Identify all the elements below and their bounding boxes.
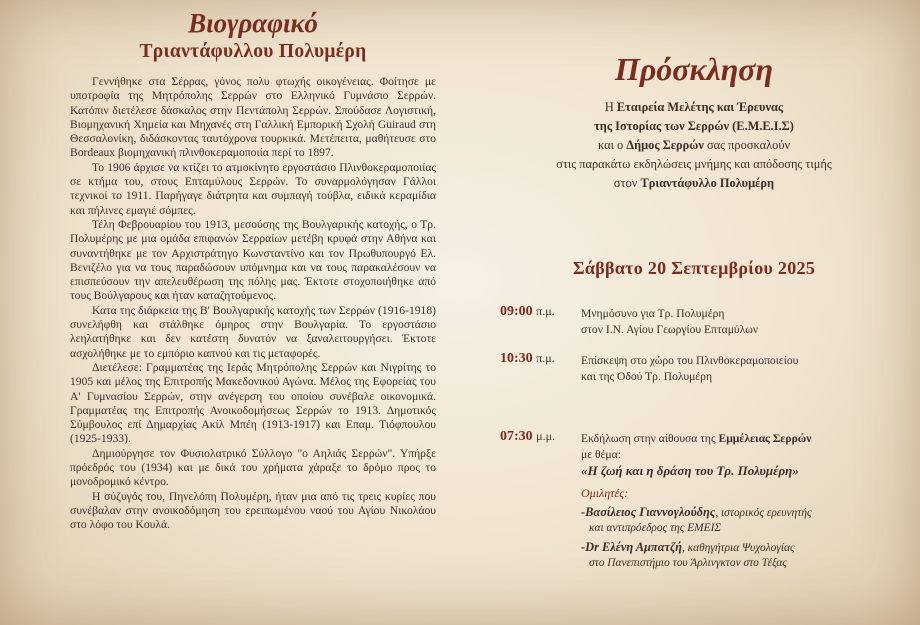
speaker-name: -Βασίλειος Γιαννογλούδης [581,505,716,519]
intro-text: σας προσκαλούν [703,138,791,152]
speaker-role: και αντιπρόεδρος της ΕΜΕΙΣ [589,522,722,534]
honoree-name: Τριαντάφυλλο Πολυμέρη [640,176,775,190]
speaker-entry [581,505,901,536]
invitation-intro [494,98,894,193]
event-description: Εκδήλωση στην αίθουσα της [581,432,719,445]
event-time: 10:30 [500,351,533,366]
municipality-name: Δήμος Σερρών [626,138,704,152]
invitation-title: Πρόσκληση [614,51,774,87]
biography-subtitle: Τριαντάφυλλου Πολυμέρη [139,41,367,62]
bio-paragraph: Τέλη Φεβρουαρίου του 1913, μεσούσης της Βουλγαρικής κατοχής, ο Τρ. Πολυμέρης με μια ομάδα επιφανών Σερραίων μετέβη κρυφά στην Αθήνα και συναντήθηκε με τον Αρχιστράτηγο Κωνσταντίνο και τον Πρωθυπουργό Ελ. Βενιζέλο για να τους παραδώσουν υπόμνημα και να τους παρακαλέσουν να επισπεύσουν την απελευθέρωση της πόλης μας. Έκτοτε στοχοποιήθηκε από τους Βούλγαρους και ήταν καταζητούμενος. [70,217,436,303]
event-time: 07:30 [500,429,533,444]
intro-text: και ο [597,138,627,152]
intro-text: στις παρακάτω εκδηλώσεις μνήμης και απόδοσης τιμής [556,157,832,171]
speakers-heading: Ομιλητές: [581,486,629,500]
bio-paragraph: Η σύζυγός του, Πηνελόπη Πολυμέρη, ήταν μια από τις τρεις κυρίες που συνέβαλαν στην ανοικοδόμηση του ερειπωμένου ναού του Αγίου Νικολάου στο λόφο του Κουλά. [70,489,436,532]
bio-paragraph: Δημιούργησε τον Φυσιολατρικό Σύλλογο "ο Αηλιάς Σερρών". Υπήρξε πρόεδρός του (1934) και με δικά του χρήματα χάραξε το δρόμο προς το μονοδρομικό κέντρο. [70,446,436,489]
event-time-suffix: μ.μ. [536,429,556,443]
event-description: Επίσκεψη στο χώρο του Πλινθοκεραμοποιείου [581,354,799,367]
event-time: 09:00 [500,304,533,319]
organizer-name-cont: της Ιστορίας των Σερρών (Ε.Μ.Ε.Ι.Σ) [594,119,794,133]
bio-paragraph: Διετέλεσε: Γραμματέας της Ιεράς Μητρόπολης Σερρών και Νιγρίτης το 1905 και μέλος της Επιτροπής Μακεδονικού Αγώνα. Μέλος της Εφορείας του Α' Γυμνασίου Σερρών, στην ανέγερση του οποίου συνέβαλε οικονομικά. Γραμματέας της Επιτροπής Ανοικοδομήσεως Σερρών το 1913. Δημοτικός Σύμβουλος επί Δημαρχίας Ακίλ Μπέη (1913-1917) και Επαμ. Τιόφπουλου (1925-1933). [70,360,436,446]
biography-text [70,75,436,533]
invitation-column [494,50,894,569]
speaker-role: στο Πανεπιστήμιο του Άρλινγκτον στο Τέξας [589,557,787,569]
biography-title: Βιογραφικό [188,8,318,38]
biography-column [70,8,436,533]
bio-paragraph: Το 1906 άρχισε να κτίζει το ατμοκίνητο εργοστάσιο Πλινθοκεραμοποιίας σε κτήμα του, στους Επταμύλους Σερρών. Το συναρμολόγησαν Γάλλοι τεχνικοί το 1911. Παρήγαγε διάτρητα και συμπαγή τούβλα, ειδικά κεραμίδια και πήλινες εμαγιέ σόμπες. [70,160,436,217]
speaker-entry [581,540,901,571]
intro-text: στον [613,176,641,190]
event-time-suffix: π.μ. [536,351,555,365]
event-theme: «Η ζωή και η δράση του Τρ. Πολυμέρη» [581,463,799,478]
event-date: Σάββατο 20 Σεπτεμβρίου 2025 [572,258,816,278]
event-location: και της Οδού Τρ. Πολυμέρη [581,370,713,383]
event-theme-label: με θέμα: [581,448,621,461]
intro-text: Η [604,100,617,114]
venue-name: Εμμέλειας Σερρών [718,432,812,445]
organizer-name: Εταιρεία Μελέτης και Έρευνας [616,100,784,114]
event-location: στον Ι.Ν. Αγίου Γεωργίου Επταμύλων [581,323,759,336]
event-time-suffix: π.μ. [536,304,555,318]
event-description: Μνημόσυνο για Τρ. Πολυμέρη [581,307,725,320]
bio-paragraph: Γεννήθηκε στα Σέρρας, γόνος πολυ φτωχής οικογένειας. Φοίτησε με υποτροφία της Μητρόπολης Σερρών στο Ελληνικό Γυμνάσιο Σερρών. Κατόπιν διετέλεσε δάσκαλος στην Πεντάπολη Σερρών. Σπούδασε Λογιστική, Βιομηχανική Χημεία και Μηχανές στη Γαλλική Εμπορική Σχολή Guiraud στη Θεσσαλονίκη, διδάσκοντας ταυτόχρονα τουρκικά. Μετέπειτα, μαθήτευσε στο Bordeaux βιομηχανική πλινθοκεραμοποιία περί το 1897. [70,75,436,160]
speaker-role: , ιστορικός ερευνητής [715,507,812,519]
speaker-name: -Dr Ελένη Αμπατζή [581,540,682,554]
bio-paragraph: Κατα της διάρκεια της Β' Βουλγαρικής κατοχής των Σερρών (1916-1918) συνελήφθη και στάλθηκε όμηρος στην Βουλγαρία. Το εργοστάσιο λεηλατήθηκε και δεν κατέστη δυνατόν να ξαναλειτουργήσει. Έκτοτε ασχολήθηκε με το εμπόριο καπνού και τις μεταφορές. [70,303,436,360]
speaker-role: , καθηγήτρια Ψυχολογίας [681,542,795,554]
